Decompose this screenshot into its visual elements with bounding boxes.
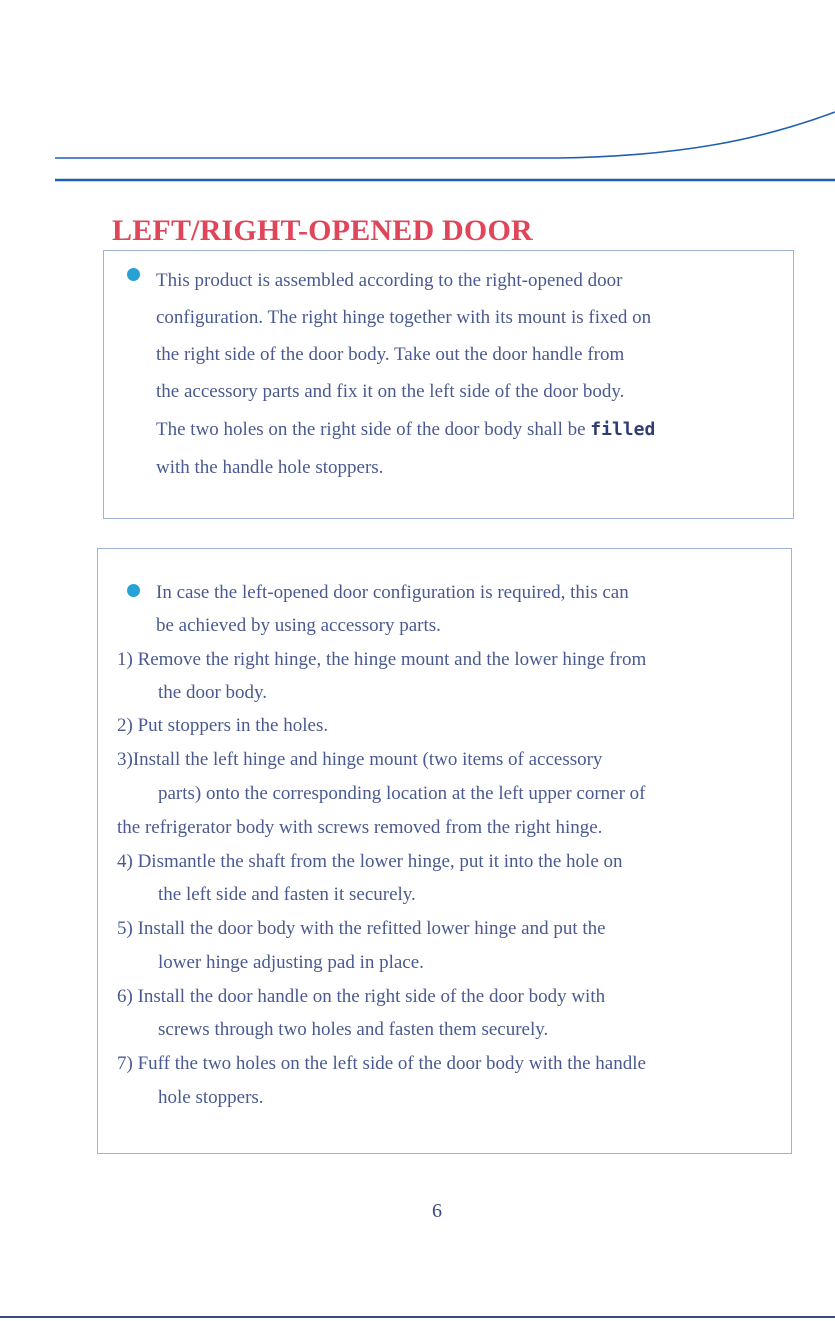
section2-line: the left side and fasten it securely. — [158, 884, 416, 905]
section2-step: 4) Dismantle the shaft from the lower hinge, put it into the hole on — [117, 851, 623, 872]
section2-step: 3)Install the left hinge and hinge mount (two items of accessory — [117, 749, 603, 770]
section2-line: parts) onto the corresponding location at the left upper corner of — [158, 783, 646, 804]
header-decorative-rule — [0, 0, 835, 200]
section2-step: 1) Remove the right hinge, the hinge mount and the lower hinge from — [117, 649, 647, 670]
bullet-icon — [127, 584, 140, 597]
bullet-icon — [127, 268, 140, 281]
section2-step: 6) Install the door handle on the right side of the door body with — [117, 986, 606, 1007]
section2-line: the refrigerator body with screws removed from the right hinge. — [117, 817, 603, 838]
section2-step: 7) Fuff the two holes on the left side of the door body with the handle — [117, 1053, 646, 1074]
section2-line: screws through two holes and fasten them securely. — [158, 1019, 549, 1040]
section1-line: configuration. The right hinge together with its mount is fixed on — [156, 307, 652, 328]
section2-line: In case the left-opened door configuration is required, this can — [156, 582, 629, 603]
bottom-rule — [0, 1316, 835, 1318]
section2-line: the door body. — [158, 682, 268, 703]
page-number: 6 — [432, 1200, 442, 1222]
section2-step: 5) Install the door body with the refitted lower hinge and put the — [117, 918, 606, 939]
section1-line: with the handle hole stoppers. — [156, 457, 384, 478]
filled-emphasis: filled — [590, 419, 656, 440]
section1-line: This product is assembled according to the right-opened door — [156, 270, 623, 291]
section1-line: the accessory parts and fix it on the left side of the door body. — [156, 381, 625, 402]
section1-line-emphasis — [156, 418, 655, 442]
page-title: LEFT/RIGHT-OPENED DOOR — [112, 214, 533, 247]
section2-line: hole stoppers. — [158, 1087, 264, 1108]
section2-line: be achieved by using accessory parts. — [156, 615, 441, 636]
section2-line: lower hinge adjusting pad in place. — [158, 952, 424, 973]
section1-line-text: The two holes on the right side of the door body shall be — [156, 419, 586, 440]
section1-line: the right side of the door body. Take out the door handle from — [156, 344, 625, 365]
section2-step: 2) Put stoppers in the holes. — [117, 715, 329, 736]
